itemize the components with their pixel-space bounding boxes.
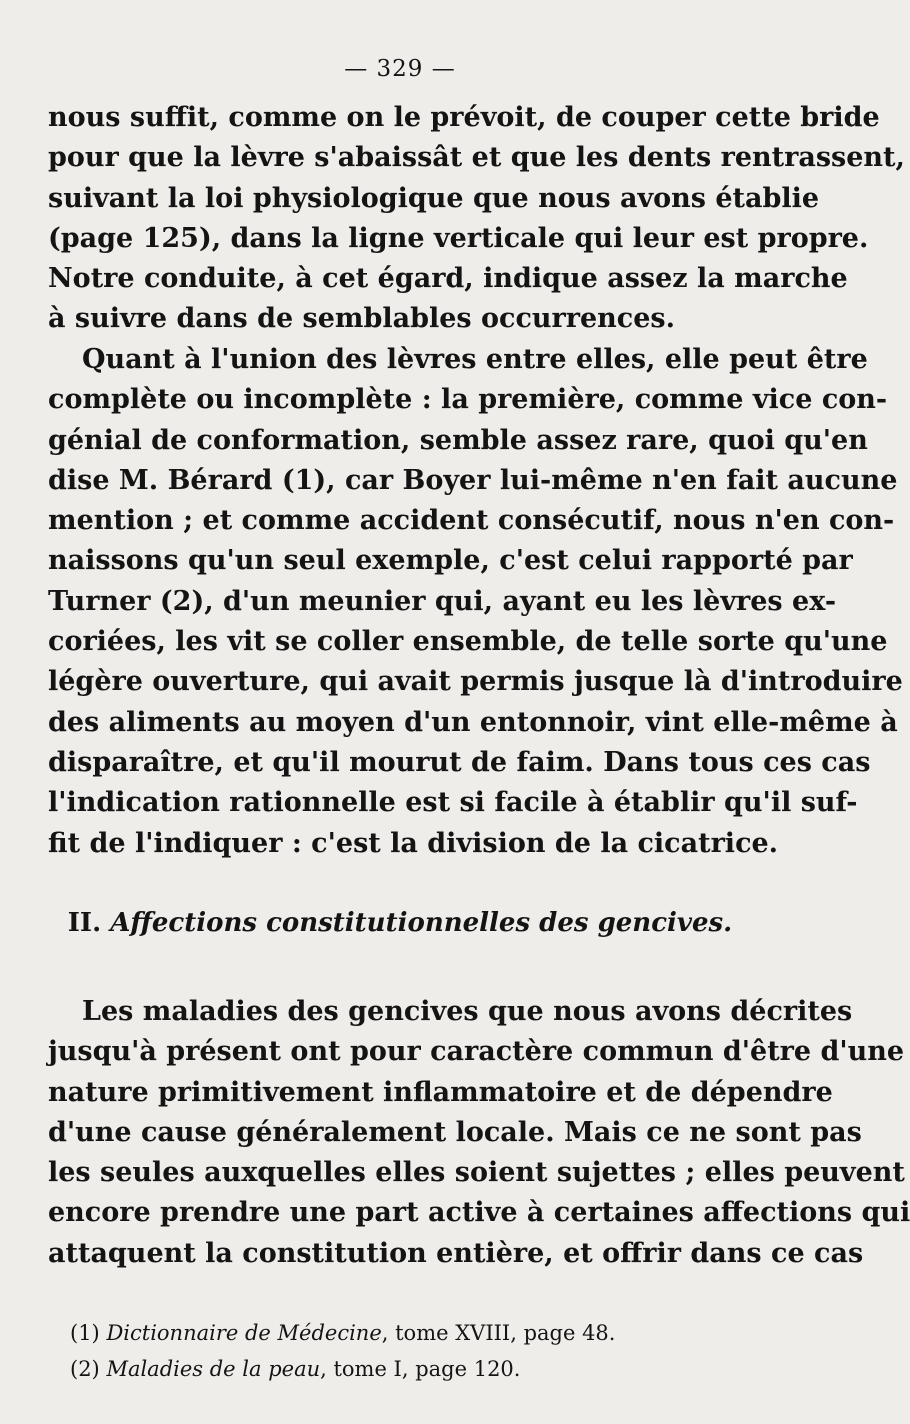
footnotes [70,1315,770,1387]
footnote-marker: (1) [70,1321,100,1345]
footnote-1 [70,1315,770,1351]
text-line: naissons qu'un seul exemple, c'est celui rapporté par [48,545,853,577]
text-line: encore prendre une part active à certaines affections qui [48,1197,910,1229]
footnote-marker: (2) [70,1357,100,1381]
footnote-title: Dictionnaire de Médecine [106,1321,382,1345]
text-line: l'indication rationnelle est si facile à établir qu'il suf- [48,787,858,819]
text-line: complète ou incomplète : la première, comme vice con- [48,384,888,416]
text-line: nous suffit, comme on le prévoit, de couper cette bride [48,102,880,133]
text-line: pour que la lèvre s'abaissât et que les dents rentrassent, [48,142,905,174]
text-line: nature primitivement inflammatoire et de dépendre [48,1076,833,1108]
text-line: à suivre dans de semblables occurrences. [48,303,676,335]
text-line: génial de conformation, semble assez rare, quoi qu'en [48,424,868,456]
text-line: légère ouverture, qui avait permis jusque là d'introduire [48,666,903,698]
text-line: attaquent la constitution entière, et offrir dans ce cas [48,1237,864,1269]
paragraph-1 [48,98,905,340]
page-number: — 329 — [344,56,456,82]
text-line: Quant à l'union des lèvres entre elles, elle peut être [82,344,868,375]
footnote-text: , tome XVIII, page 48. [381,1321,616,1345]
text-line: Notre conduite, à cet égard, indique assez la marche [48,263,848,295]
footnote-title: Maladies de la peau [106,1357,321,1381]
text-line: Turner (2), d'un meunier qui, ayant eu les lèvres ex- [48,585,837,617]
paragraph-2 [48,340,903,864]
paragraph-3 [48,992,910,1274]
text-line: fit de l'indiquer : c'est la division de la cicatrice. [48,827,779,859]
footnote-text: , tome I, page 120. [320,1357,521,1381]
section-title: Affections constitutionnelles des gencives. [110,908,733,938]
text-line: suivant la loi physiologique que nous avons établie [48,182,820,214]
text-line: Les maladies des gencives que nous avons décrites [82,996,853,1027]
text-line: disparaître, et qu'il mourut de faim. Dans tous ces cas [48,746,871,778]
text-line: mention ; et comme accident consécutif, nous n'en con- [48,505,895,537]
text-line: jusqu'à présent ont pour caractère commun d'être d'une [48,1036,905,1068]
text-line: d'une cause généralement locale. Mais ce ne sont pas [48,1116,862,1148]
text-line: dise M. Bérard (1), car Boyer lui-même n'en fait aucune [48,464,898,496]
section-number: II. [67,908,102,938]
text-line: les seules auxquelles elles soient sujettes ; elles peuvent [48,1157,905,1189]
section-heading [0,908,800,938]
text-line: des aliments au moyen d'un entonnoir, vint elle-même à [48,706,898,738]
footnote-2 [70,1351,770,1387]
text-line: (page 125), dans la ligne verticale qui leur est propre. [48,222,869,254]
text-line: coriées, les vit se coller ensemble, de telle sorte qu'une [48,626,888,658]
